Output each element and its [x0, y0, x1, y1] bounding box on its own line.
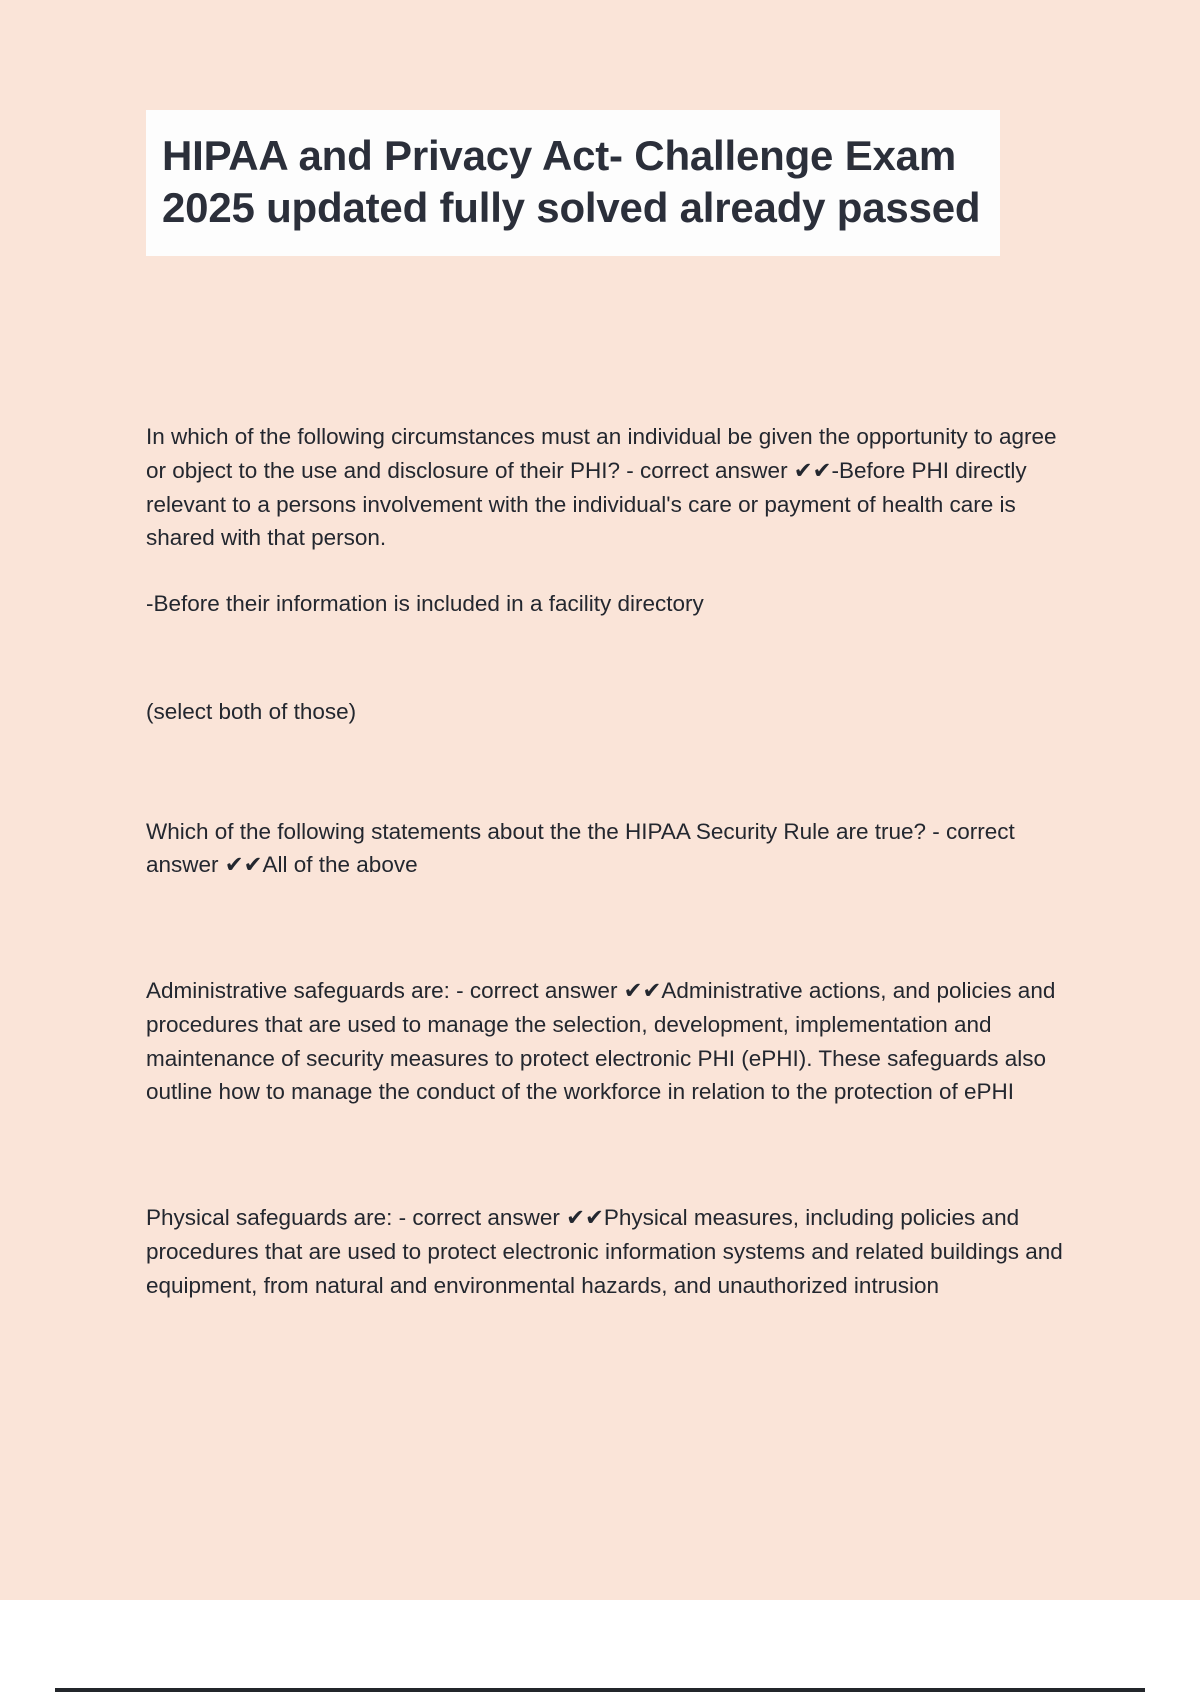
spacer: [146, 621, 1076, 695]
question-1-note: (select both of those): [146, 698, 357, 724]
spacer: [146, 555, 1076, 587]
page-bottom-margin: [0, 1600, 1200, 1700]
page-title: HIPAA and Privacy Act- Challenge Exam 2025 updated fully solved already passed: [162, 132, 981, 232]
question-3-paragraph: Administrative safeguards are: - correct answer ✔✔Administrative actions, and policies and procedures that are used to manage the selection, development, implementation and maintenance of security measures to protect electronic PHI (ePHI). These safeguards also outline how to manage the conduct of the workforce in relation to the protection of ePHI: [146, 978, 1062, 1105]
spacer: [146, 729, 1076, 815]
spacer: [146, 882, 1076, 974]
question-1-paragraph: In which of the following circumstances must an individual be given the opportunity to agree or object to the use and disclosure of their PHI? - correct answer ✔✔-Before PHI directly relevant to a persons involvement with the individual's care or payment of health care is shared with that person.: [146, 424, 1063, 551]
document-body: [146, 420, 1076, 1302]
question-2-paragraph: Which of the following statements about the the HIPAA Security Rule are true? - correct answer ✔✔All of the above: [146, 818, 1022, 878]
question-4-paragraph: Physical safeguards are: - correct answer ✔✔Physical measures, including policies and procedures that are used to protect electronic information systems and related buildings and equipment, from natural and environmental hazards, and unauthorized intrusion: [146, 1205, 1070, 1298]
bottom-divider: [55, 1688, 1145, 1692]
question-1-option-2: -Before their information is included in a facility directory: [146, 591, 704, 616]
spacer: [146, 1109, 1076, 1201]
title-highlight-block: [146, 110, 1000, 256]
